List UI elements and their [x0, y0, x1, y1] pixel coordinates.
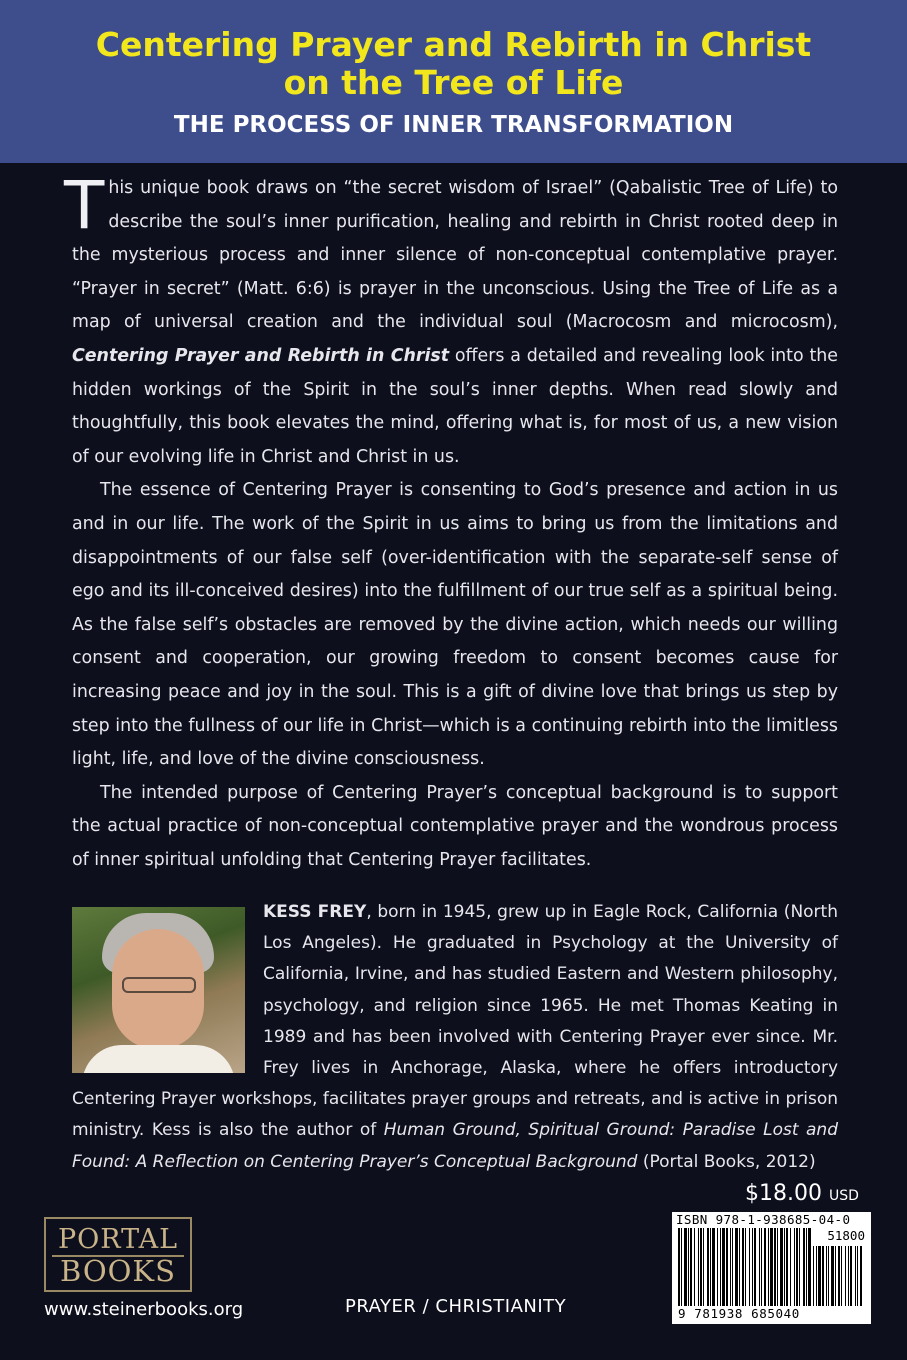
logo-line-2: BOOKS — [60, 1254, 176, 1288]
price — [745, 1181, 859, 1206]
paragraph-1-text-b: offers a detailed and revealing look into the hidden workings of the Spirit in the soul’s inner depths. When read slowly and thoughtfully, this book elevates the mind, offering what is, for most of us, a new vision of our evolving life in Christ and Christ in us. — [72, 345, 838, 467]
author-name: KESS FREY — [263, 902, 367, 922]
author-bio-text-a: , born in 1945, grew up in Eagle Rock, California (North Los Angeles). He graduated in Psychology at the University of California, Irvine, and has studied Eastern and Western philosophy, psychology, and religion since 1965. He met Thomas Keating in 1989 and has been involved with Centering Prayer ever since. Mr. Frey lives in Anchorage, Alaska, where he offers introductory Centering Prayer workshops, facilitates prayer groups and retreats, and is active in prison ministry. Kess is also the author of — [72, 902, 838, 1141]
photo-glasses — [122, 977, 196, 993]
portal-books-logo — [44, 1217, 192, 1292]
paragraph-1 — [64, 167, 838, 474]
title-line-2: on the Tree of Life — [283, 63, 624, 102]
header-banner — [0, 0, 907, 163]
paragraph-1-book-title: Centering Prayer and Rebirth in Christ — [72, 345, 450, 366]
paragraph-1-text-a: his unique book draws on “the secret wisdom of Israel” (Qabalistic Tree of Life) to describe the soul’s inner purification, healing and rebirth in Christ rooted deep in the mysterious process and inner silence of non-conceptual contemplative prayer. “Prayer in secret” (Matt. 6:6) is prayer in the unconscious. Using the Tree of Life as a map of universal creation and the individual soul (Macrocosm and microcosm), — [72, 178, 838, 333]
title-line-1: Centering Prayer and Rebirth in Christ — [95, 25, 812, 64]
book-title — [0, 26, 907, 102]
barcode-number: 9 781938 685040 — [678, 1306, 800, 1321]
price-currency: USD — [828, 1188, 859, 1204]
publisher-website: www.steinerbooks.org — [44, 1299, 244, 1320]
drop-cap: T — [64, 167, 105, 244]
description — [64, 167, 838, 877]
author-photo — [72, 907, 245, 1073]
price-amount: $18.00 — [745, 1181, 822, 1206]
author-bio — [72, 897, 838, 1178]
paragraph-3: The intended purpose of Centering Prayer’s conceptual background is to support the actual practice of non-conceptual contemplative prayer and the wondrous process of inner spiritual unfolding that Centering Prayer facilitates. — [72, 782, 838, 870]
logo-line-1: PORTAL — [57, 1224, 179, 1255]
author-other-book: Human Ground, Spiritual Ground: Paradise Lost and Found: A Reflection on Centering Prayer’s Conceptual Background — [72, 1120, 839, 1172]
author-bio-text-b: (Portal Books, 2012) — [637, 1151, 816, 1172]
book-category: PRAYER / CHRISTIANITY — [345, 1296, 567, 1317]
barcode-price-code: 51800 — [827, 1228, 865, 1243]
barcode — [672, 1212, 871, 1324]
isbn-label: ISBN 978-1-938685-04-0 — [676, 1212, 851, 1227]
book-subtitle: THE PROCESS OF INNER TRANSFORMATION — [173, 112, 734, 138]
paragraph-2: The essence of Centering Prayer is consenting to God’s presence and action in us and in our life. The work of the Spirit in us aims to bring us from the limitations and disappointments of our false self (over-identification with the separate-self sense of ego and its ill-conceived desires) into the fulfillment of our true self as a spiritual being. As the false self’s obstacles are removed by the divine action, which needs our willing consent and cooperation, our growing freedom to consent becomes cause for increasing peace and joy in the soul. This is a gift of divine love that brings us step by step into the fullness of our life in Christ—which is a continuing rebirth into the limitless light, life, and love of the divine consciousness. — [72, 480, 838, 770]
photo-shirt — [82, 1045, 235, 1073]
